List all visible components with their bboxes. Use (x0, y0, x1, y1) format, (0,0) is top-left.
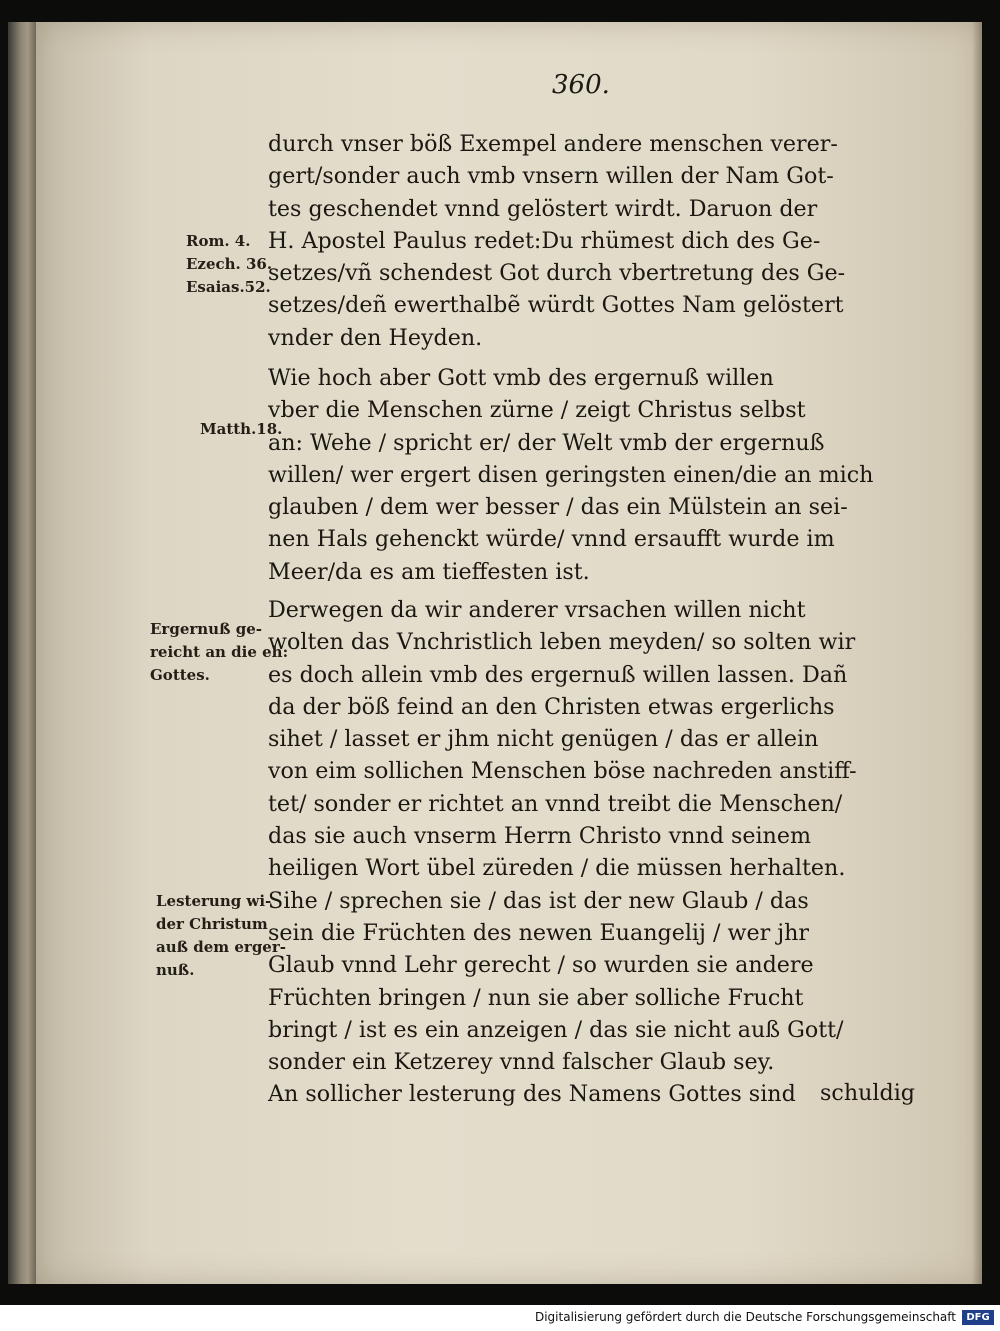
footer-bar (0, 1305, 1000, 1331)
margin-note-romans (186, 230, 356, 299)
text-line: von eim sollichen Menschen böse nachreden anstiff- (268, 758, 857, 785)
catchword: schuldig (820, 1080, 915, 1106)
text-line: bringt / ist es ein anzeigen / das sie nicht auß Gott/ (268, 1016, 844, 1043)
text-line: Glaub vnnd Lehr gerecht / so wurden sie andere (268, 952, 814, 979)
footer-credit: Digitalisierung gefördert durch die Deutsche Forschungsgemeinschaft (534, 1310, 956, 1324)
margin-note-matthew (200, 418, 370, 441)
margin-line: auß dem erger- (156, 938, 286, 956)
text-line: setzes/vñ schendest Got durch vbertretung des Ge- (268, 260, 846, 287)
margin-line: Matth.18. (200, 420, 283, 438)
text-line: setzes/deñ ewerthalbẽ würdt Gottes Nam gelöstert (268, 292, 844, 319)
text-line: sein die Früchten des newen Euangelij / wer jhr (268, 919, 810, 946)
margin-line: der Christum (156, 915, 268, 933)
text-line: gert/sonder auch vmb vnsern willen der Nam Got- (268, 163, 834, 190)
text-line: Sihe / sprechen sie / das ist der new Glaub / das (268, 887, 809, 914)
margin-line: Gottes. (150, 666, 210, 684)
text-line: vnder den Heyden. (268, 324, 483, 351)
text-line: Meer/da es am tieffesten ist. (268, 558, 590, 585)
text-line: heiligen Wort übel züreden / die müssen herhalten. (268, 855, 846, 882)
margin-line: reicht an die eh: (150, 643, 289, 661)
text-line: durch vnser böß Exempel andere menschen verer- (268, 131, 838, 157)
text-line: H. Apostel Paulus redet:Du rhümest dich des Ge- (268, 227, 821, 254)
text-line: tes geschendet vnnd gelöstert wirdt. Daruon der (268, 195, 818, 222)
text-line: wolten das Vnchristlich leben meyden/ so solten wir (268, 629, 856, 656)
margin-note-offense (150, 618, 320, 687)
main-text-block (268, 128, 928, 354)
text-line: Früchten bringen / nun sie aber solliche Frucht (268, 984, 804, 1011)
paragraph-3 (268, 594, 928, 1111)
text-line: nen Hals gehenckt würde/ vnnd ersaufft wurde im (268, 526, 835, 553)
margin-line: nuß. (156, 961, 195, 979)
margin-line: Ezech. 36. (186, 255, 273, 273)
book-spine (8, 22, 36, 1284)
page-number: 360. (552, 70, 610, 100)
text-line: es doch allein vmb des ergernuß willen lassen. Dañ (268, 661, 848, 688)
text-line: vber die Menschen zürne / zeigt Christus selbst (268, 397, 806, 424)
margin-line: Rom. 4. (186, 232, 251, 250)
text-line: glauben / dem wer besser / das ein Mülstein an sei- (268, 494, 848, 521)
text-line: sonder ein Ketzerey vnnd falscher Glaub sey. (268, 1049, 775, 1076)
margin-line: Lesterung wi- (156, 892, 272, 910)
text-line: da der böß feind an den Christen etwas ergerlichs (268, 693, 835, 720)
margin-note-blasphemy (156, 890, 326, 982)
margin-line: Esaias.52. (186, 278, 271, 296)
text-line: Wie hoch aber Gott vmb des ergernuß willen (268, 365, 774, 391)
text-line: tet/ sonder er richtet an vnnd treibt die Menschen/ (268, 790, 843, 817)
text-line: das sie auch vnserm Herrn Christo vnnd seinem (268, 823, 812, 850)
text-line: willen/ wer ergert disen geringsten einen/die an mich (268, 461, 874, 488)
paragraph-2 (268, 362, 928, 588)
dfg-logo: DFG (962, 1310, 994, 1325)
page-edge-shadow (972, 22, 982, 1284)
margin-line: Ergernuß ge- (150, 620, 262, 638)
text-line: an: Wehe / spricht er/ der Welt vmb der ergernuß (268, 429, 825, 456)
text-line: sihet / lasset er jhm nicht genügen / das er allein (268, 726, 819, 753)
text-line: An sollicher lesterung des Namens Gottes sind (268, 1081, 796, 1108)
text-line: Derwegen da wir anderer vrsachen willen nicht (268, 597, 806, 623)
